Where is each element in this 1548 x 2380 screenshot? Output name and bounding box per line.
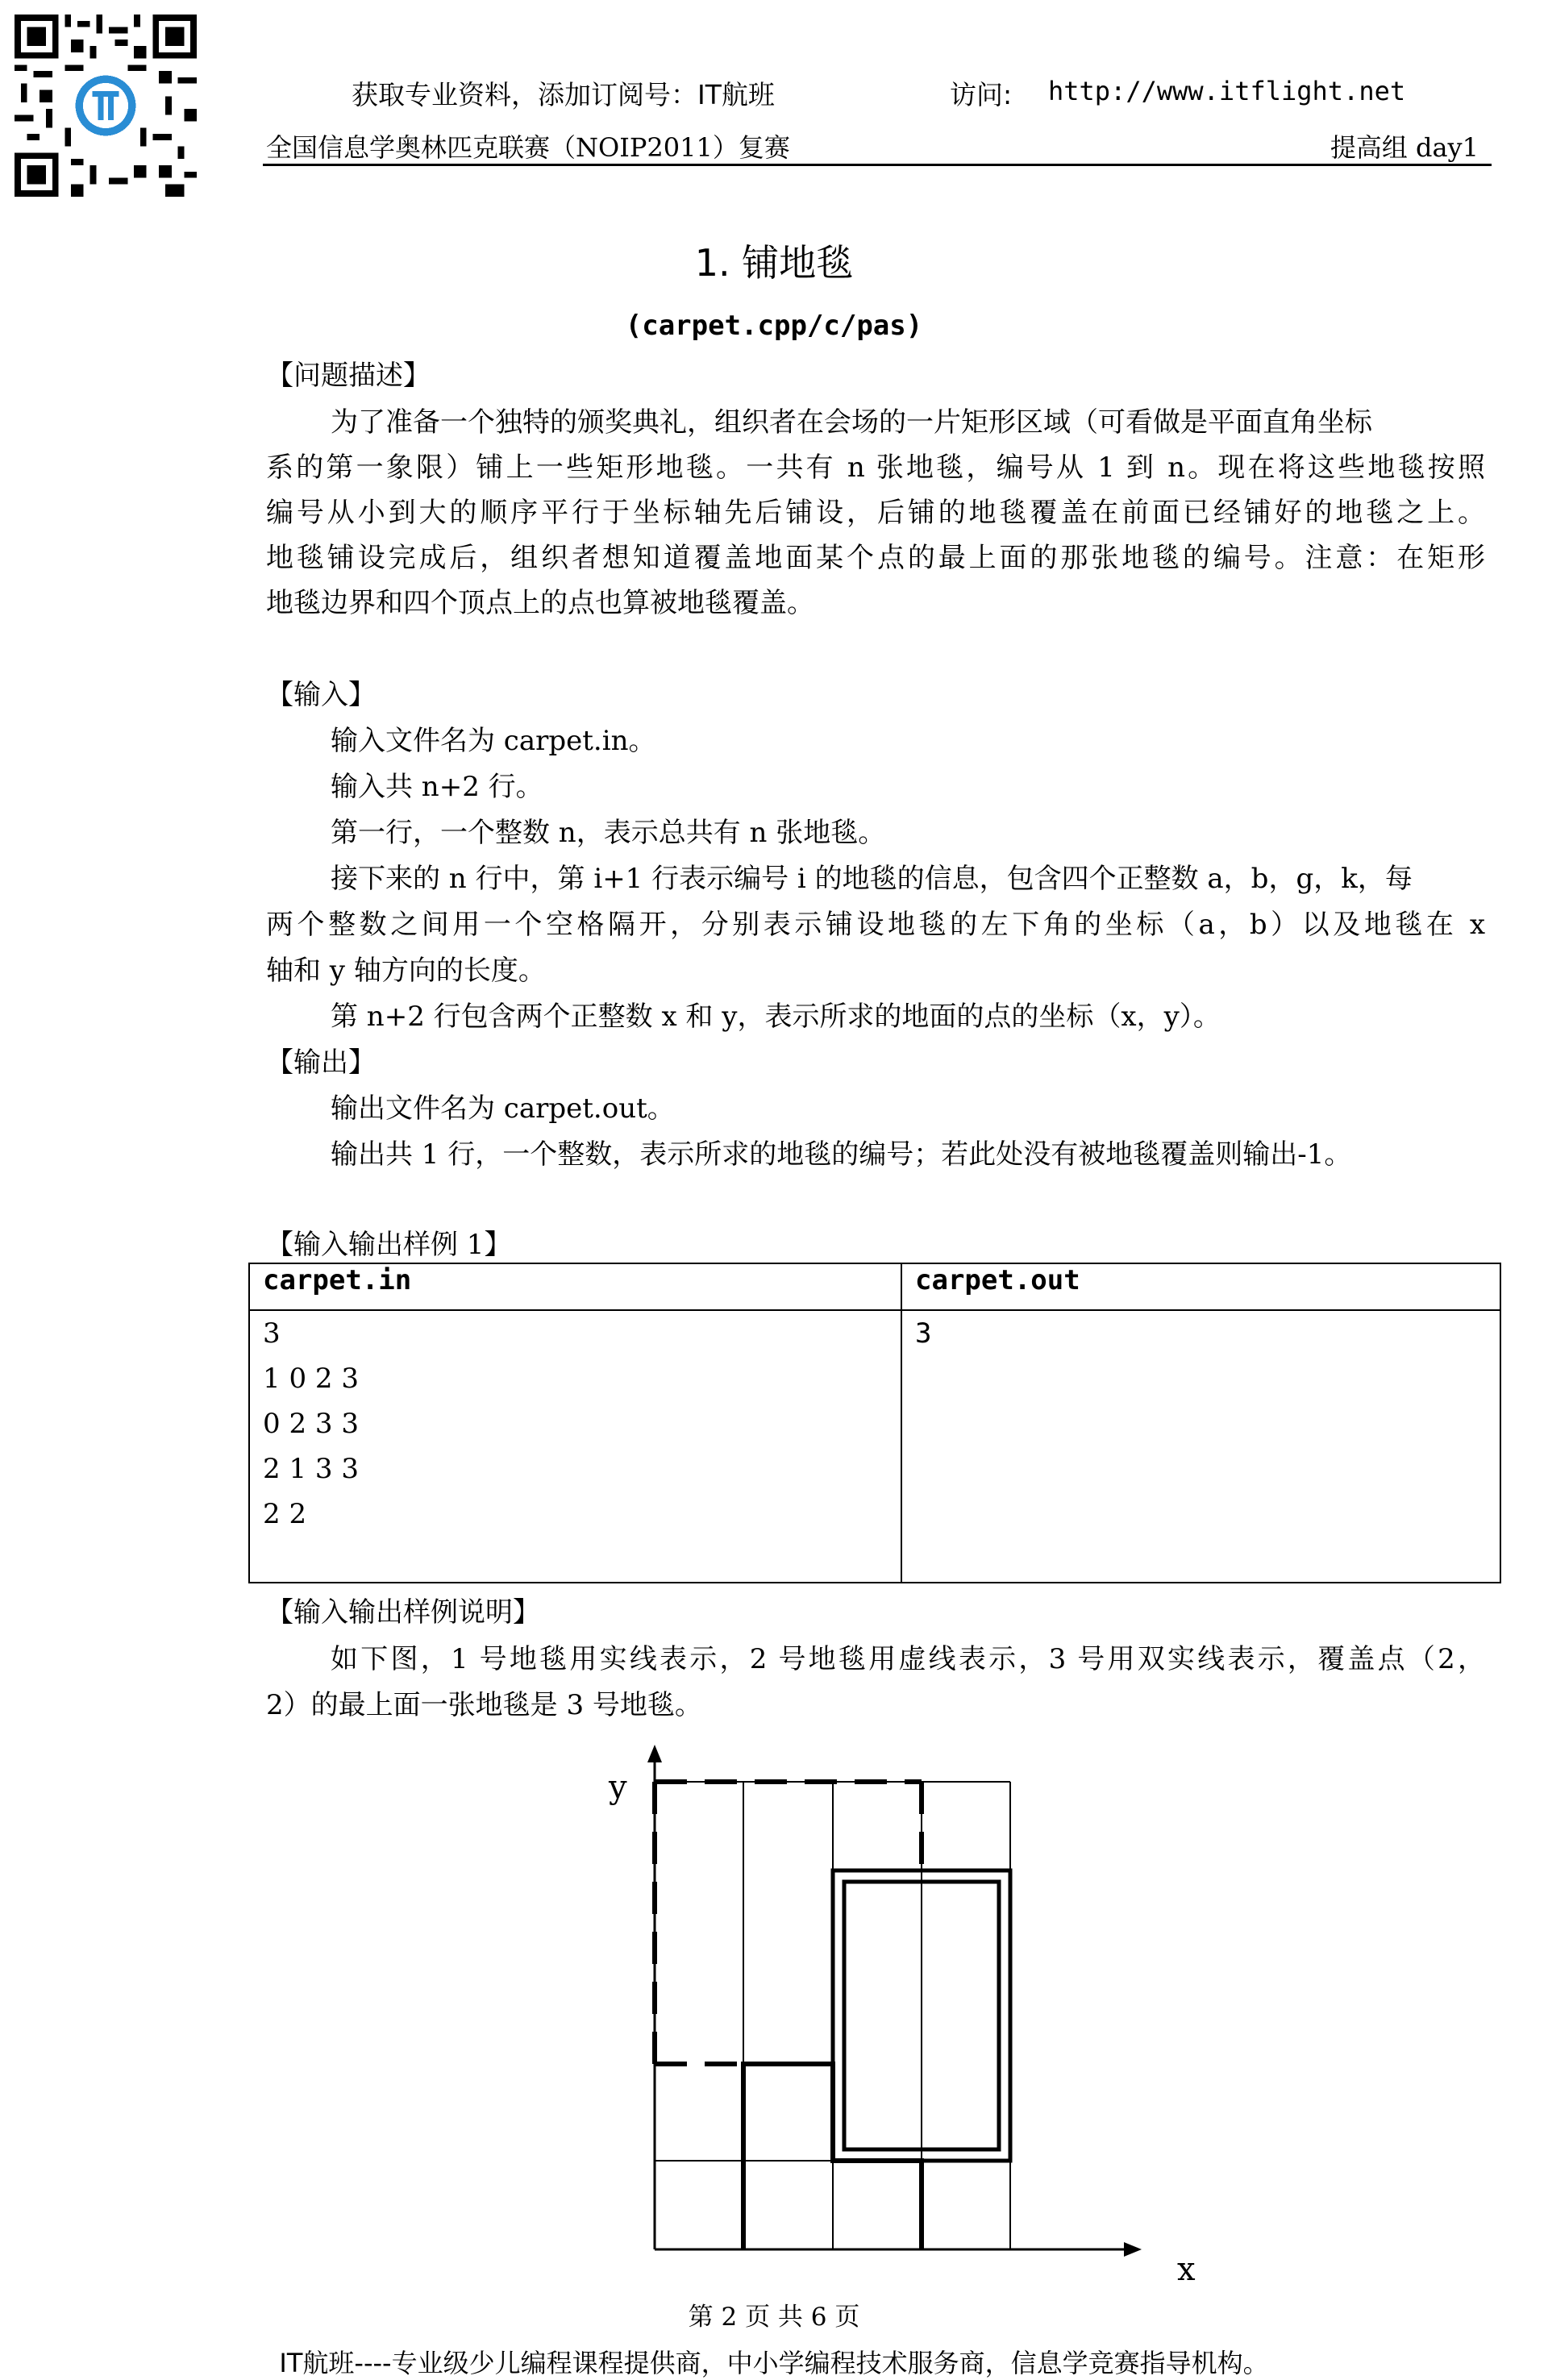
sample-heading: 【输入输出样例 1】 [266, 1229, 512, 1261]
header-rule [263, 164, 1492, 166]
sample-table [248, 1263, 1501, 1583]
input-line: 第一行，一个整数 n，表示总共有 n 张地毯。 [331, 817, 886, 849]
carpet-figure [564, 1741, 1209, 2290]
banner-url[interactable]: http://www.itflight.net [1048, 76, 1406, 106]
sample-in-line: 1 0 2 3 [263, 1363, 359, 1395]
banner-get: 获取专业资料，添加订阅号：IT航班 [352, 79, 775, 110]
description-line: 地毯铺设完成后，组织者想知道覆盖地面某个点的最上面的那张地毯的编号。注意：在矩形 [266, 542, 1485, 574]
input-heading: 【输入】 [266, 679, 376, 711]
qr-code-graphic [15, 15, 197, 197]
sample-out-cell [901, 1310, 1500, 1583]
header-group: 提高组 day1 [1330, 132, 1479, 163]
input-line: 输入文件名为 carpet.in。 [331, 725, 656, 757]
sample-in-line: 0 2 3 3 [263, 1408, 359, 1440]
sample-in-line: 2 1 3 3 [263, 1453, 359, 1485]
description-line: 系的第一象限）铺上一些矩形地毯。一共有 n 张地毯，编号从 1 到 n。现在将这些地毯按照 [266, 451, 1485, 484]
sample-out-header: carpet.out [901, 1263, 1500, 1310]
page-number: 第 2 页 共 6 页 [688, 2303, 860, 2332]
carpet-2-outline [655, 1782, 922, 2064]
problem-title: 1. 铺地毯 [694, 241, 854, 285]
description-line: 为了准备一个独特的颁奖典礼，组织者在会场的一片矩形区域（可看做是平面直角坐标 [331, 406, 1372, 439]
sample-in-line: 3 [263, 1317, 281, 1350]
problem-files: (carpet.cpp/c/pas) [625, 310, 923, 342]
output-line: 输出文件名为 carpet.out。 [331, 1092, 675, 1125]
y-axis-arrow [647, 1745, 662, 1762]
x-axis-label: x [1177, 2251, 1196, 2288]
description-line: 地毯边界和四个顶点上的点也算被地毯覆盖。 [266, 587, 814, 619]
qr-code [15, 15, 197, 197]
input-line: 第 n+2 行包含两个正整数 x 和 y，表示所求的地面的点的坐标（x，y）。 [331, 1001, 1221, 1033]
sample-in-cell [249, 1310, 901, 1583]
output-line: 输出共 1 行，一个整数，表示所求的地毯的编号；若此处没有被地毯覆盖则输出-1。 [331, 1138, 1352, 1171]
x-axis-arrow [1124, 2242, 1142, 2257]
sample-out-line: 3 [915, 1317, 932, 1350]
explanation-line: 2）的最上面一张地毯是 3 号地毯。 [266, 1689, 702, 1721]
description-heading: 【问题描述】 [266, 360, 431, 392]
description-line: 编号从小到大的顺序平行于坐标轴先后铺设，后铺的地毯覆盖在前面已经铺好的地毯之上。 [266, 497, 1485, 529]
output-heading: 【输出】 [266, 1046, 376, 1079]
sample-table-header-row [249, 1263, 1500, 1310]
sample-in-line: 2 2 [263, 1498, 307, 1530]
y-axis-label: y [609, 1769, 627, 1806]
header-contest: 全国信息学奥林匹克联赛（NOIP2011）复赛 [266, 132, 790, 163]
banner-visit: 访问: [950, 79, 1013, 110]
input-line: 接下来的 n 行中，第 i+1 行表示编号 i 的地毯的信息，包含四个正整数 a，b，g，k，每 [331, 863, 1413, 895]
input-line: 两个整数之间用一个空格隔开，分别表示铺设地毯的左下角的坐标（a，b）以及地毯在 x [266, 909, 1485, 941]
input-line: 轴和 y 轴方向的长度。 [266, 955, 546, 987]
explanation-line: 如下图，1 号地毯用实线表示，2 号地毯用虚线表示，3 号用双实线表示，覆盖点（2， [331, 1643, 1485, 1675]
explanation-heading: 【输入输出样例说明】 [266, 1596, 540, 1629]
footer-ad: IT航班----专业级少儿编程课程提供商，中小学编程技术服务商，信息学竞赛指导机构。 [279, 2348, 1269, 2378]
sample-table-row [249, 1310, 1500, 1583]
sample-in-header: carpet.in [249, 1263, 901, 1310]
input-line: 输入共 n+2 行。 [331, 771, 543, 803]
